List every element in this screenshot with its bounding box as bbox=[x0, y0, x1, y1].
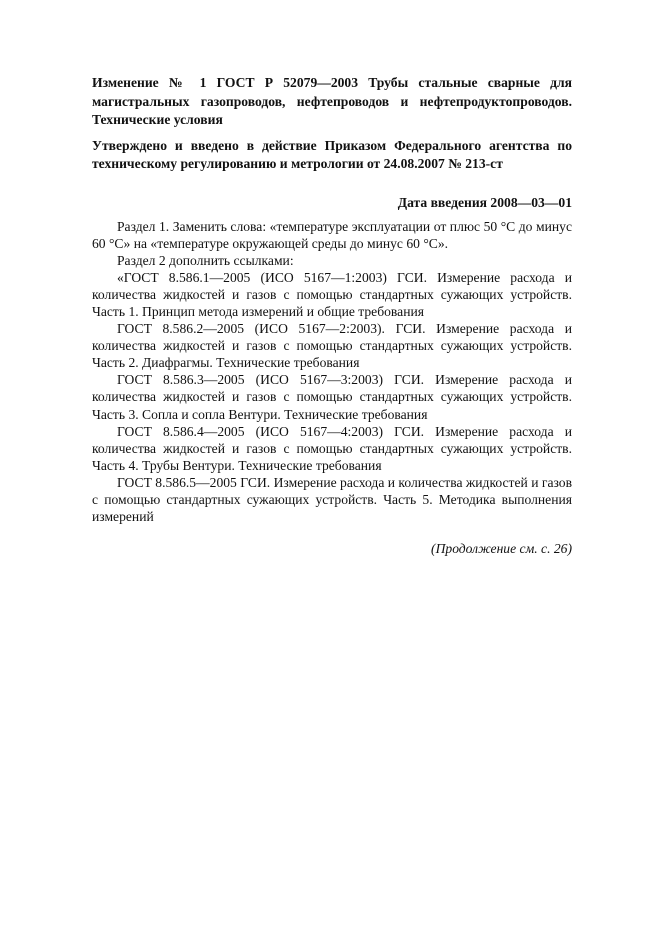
paragraph-section1-replace: Раздел 1. Заменить слова: «температуре эксплуатации от плюс 50 °С до минус 60 °С» на «температуре окружающей среды до минус 60 °С». bbox=[92, 218, 572, 251]
approval-heading: Утверждено и введено в действие Приказом Федерального агентства по техническому регулированию и метрологии от 24.08.2007 № 213-ст bbox=[92, 137, 572, 171]
reference-gost-8-586-4: ГОСТ 8.586.4—2005 (ИСО 5167—4:2003) ГСИ. Измерение расхода и количества жидкостей и газов с помощью стандартных сужающих устройств. Часть 4. Трубы Вентури. Технические требования bbox=[92, 423, 572, 473]
document-page bbox=[92, 74, 572, 558]
reference-gost-8-586-5: ГОСТ 8.586.5—2005 ГСИ. Измерение расхода и количества жидкостей и газов с помощью стандартных сужающих устройств. Часть 5. Методика выполнения измерений bbox=[92, 474, 572, 525]
continuation-note: (Продолжение см. с. 26) bbox=[431, 541, 572, 557]
reference-gost-8-586-1: «ГОСТ 8.586.1—2005 (ИСО 5167—1:2003) ГСИ. Измерение расхода и количества жидкостей и газов с помощью стандартных сужающих устройств. Часть 1. Принцип метода измерений и общие требования bbox=[92, 269, 572, 319]
reference-gost-8-586-3: ГОСТ 8.586.3—2005 (ИСО 5167—3:2003) ГСИ. Измерение расхода и количества жидкостей и газов с помощью стандартных сужающих устройств. Часть 3. Сопла и сопла Вентури. Технические требования bbox=[92, 372, 572, 422]
effective-date: Дата введения 2008—03—01 bbox=[397, 194, 572, 210]
reference-gost-8-586-2: ГОСТ 8.586.2—2005 (ИСО 5167—2:2003). ГСИ. Измерение расхода и количества жидкостей и газов с помощью стандартных сужающих устройств. Часть 2. Диафрагмы. Технические требования bbox=[92, 321, 572, 371]
amendment-heading: Изменение № 1 ГОСТ Р 52079—2003 Трубы стальные сварные для магистральных газопроводов, нефтепроводов и нефтепродуктопроводов. Технические условия bbox=[92, 75, 572, 127]
paragraph-section2-intro: Раздел 2 дополнить ссылками: bbox=[117, 252, 294, 268]
